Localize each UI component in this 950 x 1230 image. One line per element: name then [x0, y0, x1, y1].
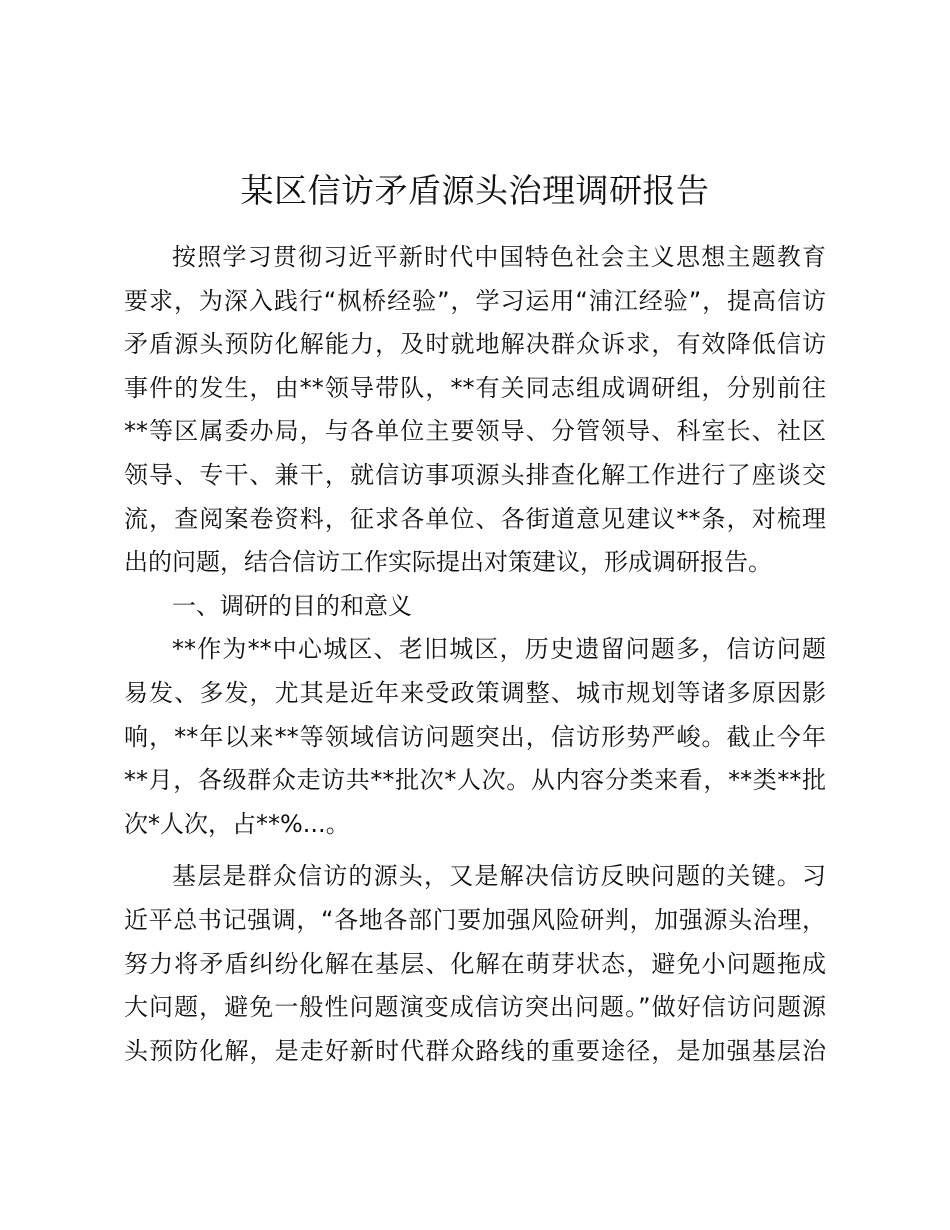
text-line: **作为**中心城区、老旧城区，历史遗留问题多，信访问题 [172, 635, 826, 664]
document-title: 某区信访矛盾源头治理调研报告 [240, 171, 710, 210]
text-line: 矛盾源头预防化解能力，及时就地解决群众诉求，有效降低信访 [124, 330, 826, 359]
text-line: 领导、专干、兼干，就信访事项源头排查化解工作进行了座谈交 [124, 460, 826, 489]
section-heading-text: 一、调研的目的和意义 [172, 591, 412, 620]
document-page [124, 0, 826, 1230]
text-line: 响，**年以来**等领域信访问题突出，信访形势严峻。截止今年 [124, 722, 826, 751]
text-line: **等区属委办局，与各单位主要领导、分管领导、科室长、社区 [124, 417, 826, 446]
text-line: 要求，为深入践行“枫桥经验”，学习运用“浦江经验”，提高信访 [124, 286, 826, 315]
text-line: 按照学习贯彻习近平新时代中国特色社会主义思想主题教育 [172, 243, 826, 271]
text-line: 次*人次，占**%...。 [124, 809, 350, 838]
document-body [124, 236, 826, 1073]
text-line: 出的问题，结合信访工作实际提出对策建议，形成调研报告。 [124, 548, 772, 577]
paragraph-spacer [124, 846, 826, 855]
text-line: 易发、多发，尤其是近年来受政策调整、城市规划等诸多原因影 [124, 678, 826, 707]
text-line: 基层是群众信访的源头，又是解决信访反映问题的关键。习 [172, 862, 826, 891]
text-line: 近平总书记强调，“各地各部门要加强风险研判，加强源头治理， [124, 905, 826, 934]
text-line: 努力将矛盾纠纷化解在基层、化解在萌芽状态，避免小问题拖成 [124, 949, 826, 978]
paragraph-intro [124, 236, 826, 585]
paragraph-significance [124, 855, 826, 1073]
text-line: 头预防化解，是走好新时代群众路线的重要途径，是加强基层治 [124, 1036, 826, 1065]
text-line: 流，查阅案卷资料，征求各单位、各街道意见建议**条，对梳理 [124, 504, 826, 533]
section-heading [124, 585, 826, 629]
text-line: **月，各级群众走访共**批次*人次。从内容分类来看，**类**批 [124, 766, 826, 795]
text-line: 大问题，避免一般性问题演变成信访突出问题。”做好信访问题源 [124, 993, 826, 1022]
paragraph-background [124, 628, 826, 846]
text-line: 事件的发生，由**领导带队，**有关同志组成调研组，分别前往 [124, 373, 826, 402]
